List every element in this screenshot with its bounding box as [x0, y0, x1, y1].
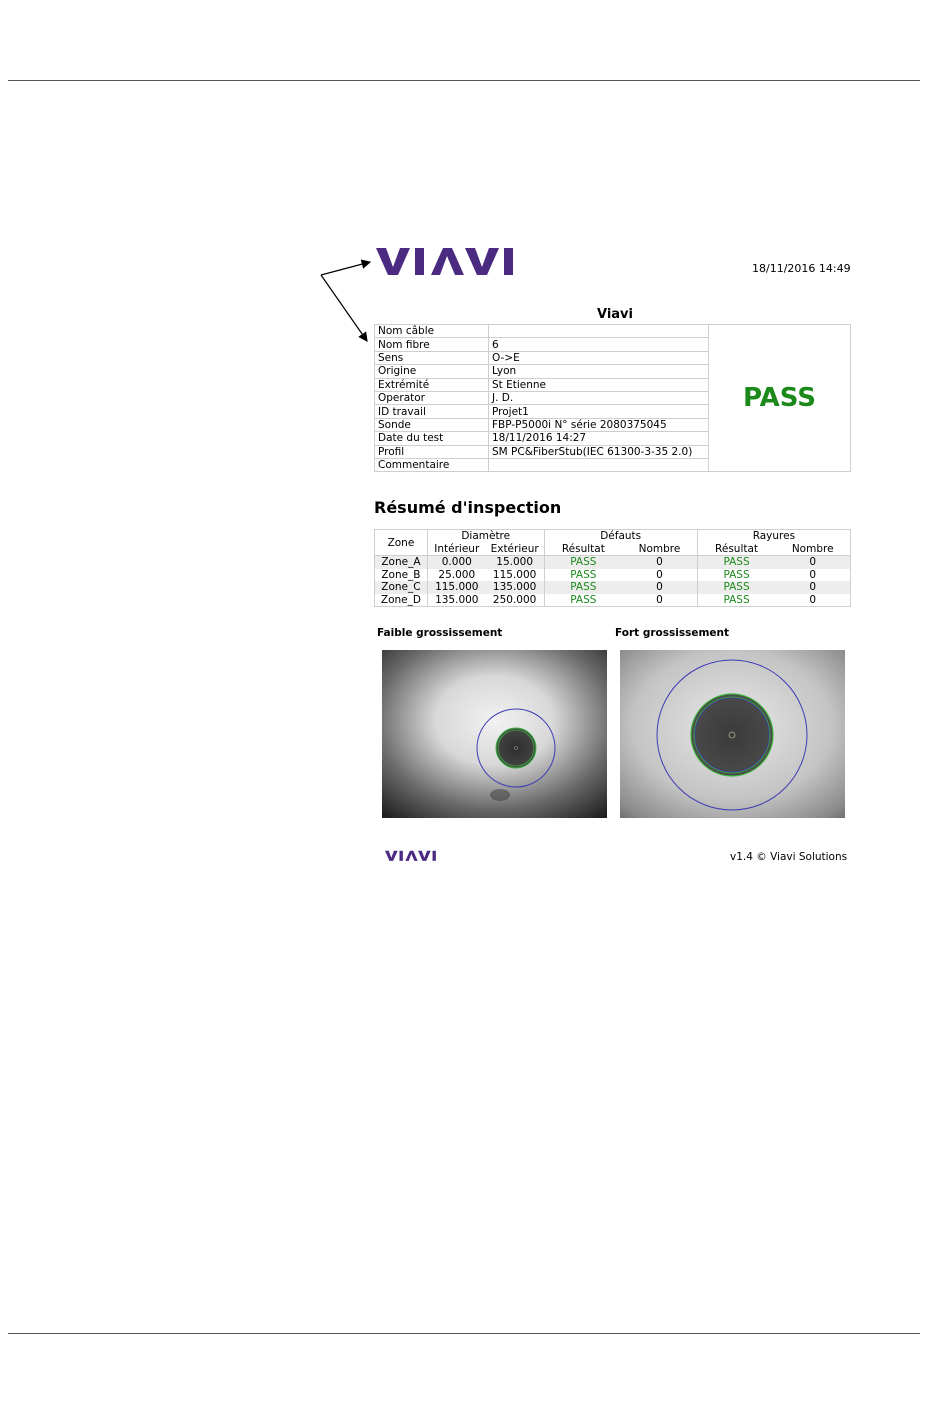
- report-date: 18/11/2016 14:49: [752, 262, 851, 275]
- defauts-result-cell: PASS: [544, 569, 622, 582]
- summary-heading: Résumé d'inspection: [374, 498, 562, 517]
- zone-cell: Zone_B: [381, 568, 421, 581]
- exterieur-cell: 15.000: [486, 556, 544, 569]
- defauts-result-cell: PASS: [544, 594, 622, 607]
- defauts-count-cell: 0: [656, 593, 663, 606]
- info-value: SM PC&FiberStub(IEC 61300-3-35 2.0): [489, 445, 709, 458]
- info-value: J. D.: [489, 391, 709, 404]
- info-value: [489, 325, 709, 338]
- report-title: Viavi: [597, 307, 633, 322]
- info-label: Origine: [375, 365, 489, 378]
- low-magnification-image: [382, 650, 607, 818]
- summary-row: [375, 594, 851, 607]
- info-value: St Etienne: [489, 378, 709, 391]
- info-row: [375, 325, 851, 338]
- info-label: ID travail: [375, 405, 489, 418]
- exterieur-cell: 135.000: [486, 581, 544, 594]
- rayures-count-cell: 0: [775, 581, 850, 594]
- footer-copyright: v1.4 © Viavi Solutions: [730, 851, 848, 863]
- header-exterieur: Extérieur: [486, 543, 544, 556]
- info-label: Nom fibre: [375, 338, 489, 351]
- interieur-cell: 0.000: [427, 556, 485, 569]
- summary-row: [375, 569, 851, 582]
- rayures-count-cell: 0: [809, 568, 817, 581]
- exterieur-cell: 115.000: [492, 568, 537, 581]
- header-interieur: Intérieur: [427, 543, 485, 556]
- header-defauts: Défauts: [544, 530, 697, 543]
- summary-row: [375, 581, 851, 594]
- info-label: Sonde: [375, 418, 489, 431]
- rayures-result-cell: PASS: [697, 581, 775, 594]
- rayures-result-cell: PASS: [697, 569, 775, 582]
- zone-cell: Zone_D: [380, 593, 421, 606]
- defauts-result-cell: PASS: [544, 581, 622, 594]
- footer-viavi-logo: [385, 850, 437, 862]
- defauts-count-cell: 0: [622, 556, 697, 569]
- info-label: Sens: [375, 351, 489, 364]
- header-rayures: Rayures: [697, 530, 850, 543]
- header-defauts-resultat: Résultat: [544, 543, 622, 556]
- info-value: [489, 458, 709, 471]
- info-label: Commentaire: [375, 458, 489, 471]
- rayures-count-cell: 0: [775, 556, 850, 569]
- defauts-result-cell: PASS: [544, 556, 622, 569]
- info-label: Date du test: [375, 432, 489, 445]
- info-value: FBP-P5000i N° série 2080375045: [489, 418, 709, 431]
- header-rayures-nombre: Nombre: [775, 543, 850, 556]
- header-defauts-nombre: Nombre: [622, 543, 697, 556]
- exterieur-cell: 250.000: [492, 593, 537, 606]
- zone-cell: Zone_A: [375, 556, 428, 569]
- header-rayures-resultat: Résultat: [697, 543, 775, 556]
- info-label: Operator: [375, 391, 489, 404]
- rayures-count-cell: 0: [809, 593, 817, 606]
- info-label: Extrémité: [375, 378, 489, 391]
- high-magnification-image: [620, 650, 845, 818]
- rayures-result-cell: PASS: [697, 556, 775, 569]
- defauts-count-cell: 0: [622, 581, 697, 594]
- zone-cell: Zone_C: [375, 581, 428, 594]
- top-rule: [8, 80, 920, 81]
- overall-result-badge: PASS: [709, 325, 851, 472]
- info-label: Nom câble: [375, 325, 489, 338]
- inspection-summary-table: [374, 529, 851, 607]
- summary-row: [375, 556, 851, 569]
- header-diametre: Diamètre: [427, 530, 544, 543]
- viavi-logo: [376, 248, 516, 276]
- header-zone: Zone: [375, 530, 428, 556]
- interieur-cell: 135.000: [427, 594, 485, 607]
- info-value: O->E: [489, 351, 709, 364]
- info-value: 6: [489, 338, 709, 351]
- bottom-rule: [8, 1333, 920, 1334]
- info-value: Lyon: [489, 365, 709, 378]
- info-value: Projet1: [489, 405, 709, 418]
- interieur-cell: 25.000: [427, 569, 485, 582]
- defauts-count-cell: 0: [656, 568, 663, 581]
- info-label: Profil: [375, 445, 489, 458]
- high-magnification-label: Fort grossissement: [615, 627, 729, 639]
- interieur-cell: 115.000: [427, 581, 485, 594]
- low-magnification-label: Faible grossissement: [377, 627, 503, 639]
- callout-arrows: [310, 255, 380, 350]
- rayures-result-cell: PASS: [697, 594, 775, 607]
- info-value: 18/11/2016 14:27: [489, 432, 709, 445]
- info-table: [374, 324, 851, 472]
